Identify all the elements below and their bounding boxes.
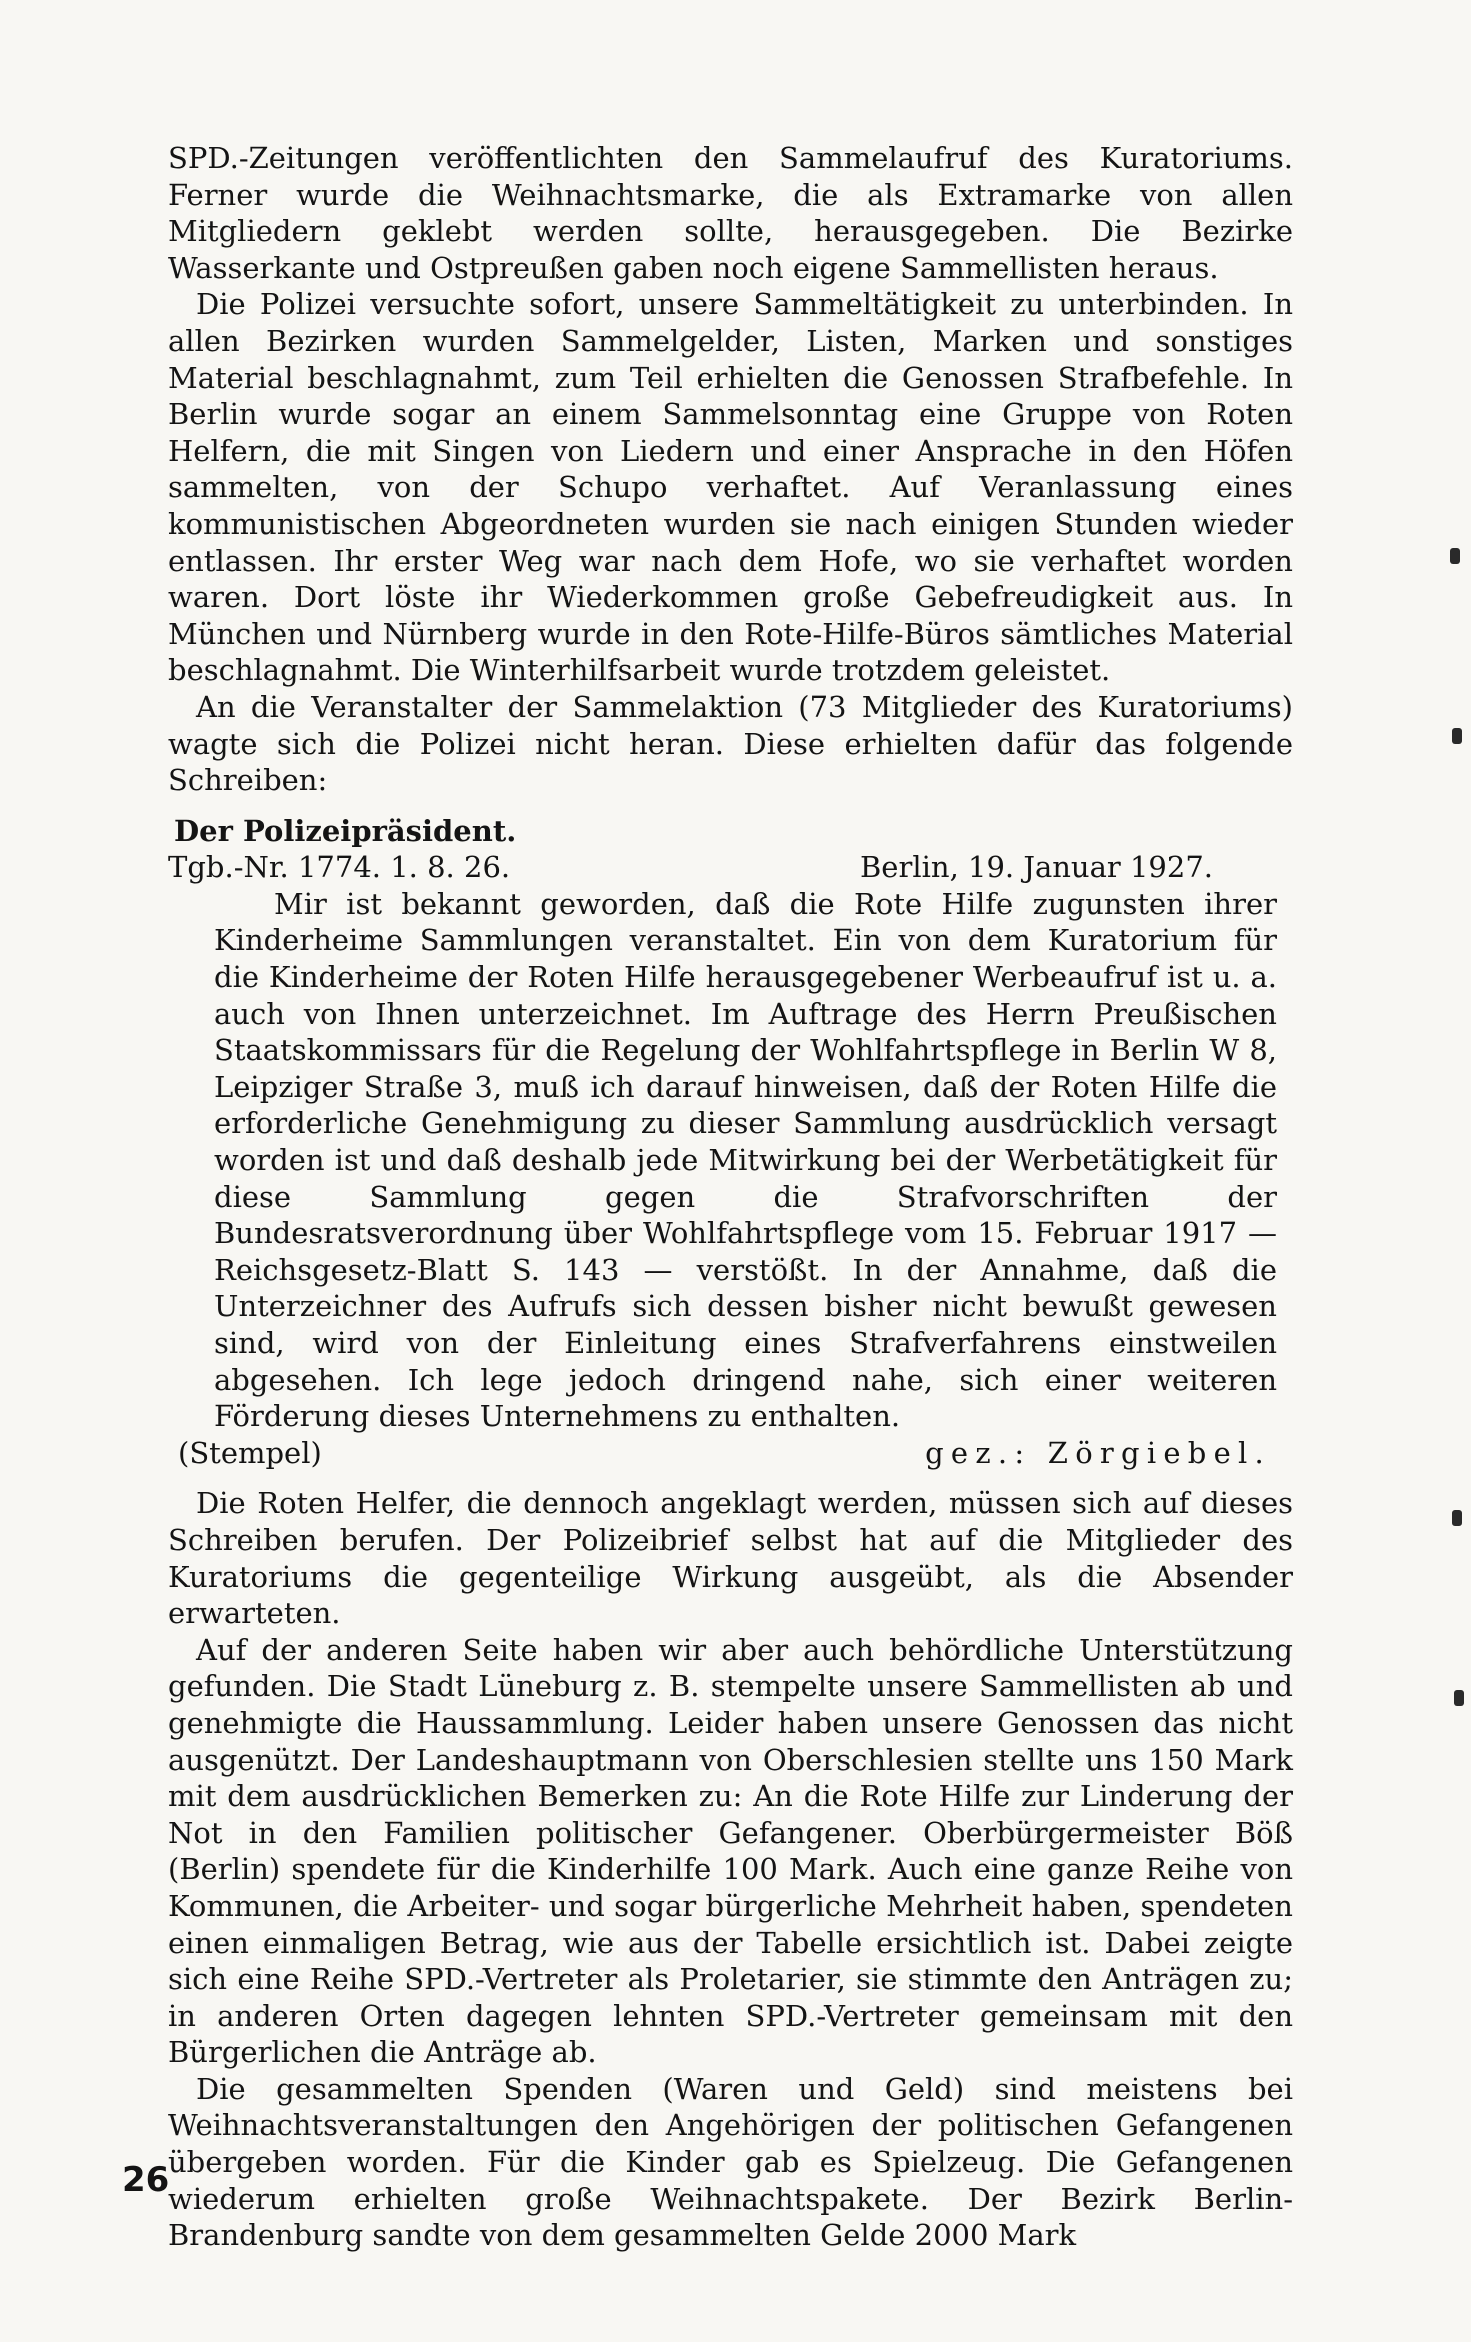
paragraph-2: Die Polizei versuchte sofort, unsere Sammeltätigkeit zu unterbinden. In allen Bezirken wurden Sammelgelder, Listen, Marken und sonstiges Material beschlagnahmt, zum Teil erhielten die Genossen Strafbefehle. In Berlin wurde sogar an einem Sammelsonntag eine Gruppe von Roten Helfern, die mit Singen von Liedern und einer Ansprache in den Höfen sammelten, von der Schupo verhaftet. Auf Veranlassung eines kommunistischen Abgeordneten wurden sie nach einigen Stunden wieder entlassen. Ihr erster Weg war nach dem Hofe, wo sie verhaftet worden waren. Dort löste ihr Wiederkommen große Gebefreudigkeit aus. In München und Nürnberg wurde in den Rote-Hilfe-Büros sämtliches Material beschlagnahmt. Die Winterhilfsarbeit wurde trotzdem geleistet. bbox=[168, 287, 1293, 688]
letter-header-row bbox=[168, 849, 1293, 886]
letter-stamp: (Stempel) bbox=[178, 1435, 322, 1470]
page-number: 26 bbox=[122, 2160, 170, 2200]
paragraph-6: Die gesammelten Spenden (Waren und Geld) sind meistens bei Weihnachtsveranstaltungen den Angehörigen der politischen Gefangenen übergeben worden. Für die Kinder gab es Spielzeug. Die Gefangenen wiederum erhielten große Weihnachtspakete. Der Bezirk Berlin-Brandenburg sandte von dem gesammelten Gelde 2000 Mark bbox=[168, 2071, 1293, 2253]
margin-mark bbox=[1454, 1690, 1464, 1706]
margin-mark bbox=[1452, 728, 1462, 744]
paragraph-5: Auf der anderen Seite haben wir aber auch behördliche Unterstützung gefunden. Die Stadt Lüneburg z. B. stempelte unsere Sammellisten ab und genehmigte die Haussammlung. Leider haben unsere Genossen das nicht ausgenützt. Der Landeshauptmann von Oberschlesien stellte uns 150 Mark mit dem ausdrücklichen Bemerken zu: An die Rote Hilfe zur Linderung der Not in den Familien politischer Gefangener. Oberbürgermeister Böß (Berlin) spendete für die Kinderhilfe 100 Mark. Auch eine ganze Reihe von Kommunen, die Arbeiter- und sogar bürgerliche Mehrheit haben, spendeten einen einmaligen Betrag, wie aus der Tabelle ersichtlich ist. Dabei zeigte sich eine Reihe SPD.-Vertreter als Proletarier, sie stimmte den Anträgen zu; in anderen Orten dagegen lehnten SPD.-Vertreter gemeinsam mit den Bürgerlichen die Anträge ab. bbox=[168, 1632, 1293, 2070]
margin-mark bbox=[1450, 548, 1460, 564]
quoted-letter bbox=[168, 813, 1293, 1472]
page-body bbox=[168, 140, 1293, 2254]
letter-reference: Tgb.-Nr. 1774. 1. 8. 26. bbox=[168, 850, 511, 885]
letter-body: Mir ist bekannt geworden, daß die Rote Hilfe zugunsten ihrer Kinderheime Sammlungen veranstaltet. Ein von dem Kuratorium für die Kinderheime der Roten Hilfe herausgegebener Werbeaufruf ist u. a. auch von Ihnen unterzeichnet. Im Auftrage des Herrn Preußischen Staatskommissars für die Regelung der Wohlfahrtspflege in Berlin W 8, Leipziger Straße 3, muß ich darauf hinweisen, daß der Roten Hilfe die erforderliche Genehmigung zu dieser Sammlung ausdrücklich versagt worden ist und daß deshalb jede Mitwirkung bei der Werbetätigkeit für diese Sammlung gegen die Strafvorschriften der Bundesratsverordnung über Wohlfahrtspflege vom 15. Februar 1917 — Reichsgesetz-Blatt S. 143 — verstößt. In der Annahme, daß die Unterzeichner des Aufrufs sich dessen bisher nicht bewußt gewesen sind, wird von der Einleitung eines Strafverfahrens einstweilen abgesehen. Ich lege jedoch dringend nahe, sich einer weiteren Förderung dieses Unternehmens zu enthalten. bbox=[214, 886, 1277, 1434]
letter-place-date: Berlin, 19. Januar 1927. bbox=[860, 850, 1213, 885]
letter-body-block bbox=[168, 886, 1293, 1435]
paragraph-4: Die Roten Helfer, die dennoch angeklagt werden, müssen sich auf dieses Schreiben berufen. Der Polizeibrief selbst hat auf die Mitglieder des Kuratoriums die gegenteilige Wirkung ausgeübt, als die Absender erwarteten. bbox=[168, 1486, 1293, 1631]
margin-mark bbox=[1452, 1510, 1462, 1526]
letter-signature: gez.: Zörgiebel. bbox=[925, 1435, 1271, 1470]
letter-sender: Der Polizeipräsident. bbox=[174, 813, 517, 848]
letter-sign-row bbox=[168, 1435, 1293, 1472]
paragraph-3: An die Veranstalter der Sammelaktion (73 Mitglieder des Kuratoriums) wagte sich die Polizei nicht heran. Diese erhielten dafür das folgende Schreiben: bbox=[168, 689, 1293, 798]
paragraph-1: SPD.-Zeitungen veröffentlichten den Sammelaufruf des Kuratoriums. Ferner wurde die Weihnachtsmarke, die als Extramarke von allen Mitgliedern geklebt werden sollte, herausgegeben. Die Bezirke Wasserkante und Ostpreußen gaben noch eigene Sammellisten heraus. bbox=[168, 141, 1293, 285]
